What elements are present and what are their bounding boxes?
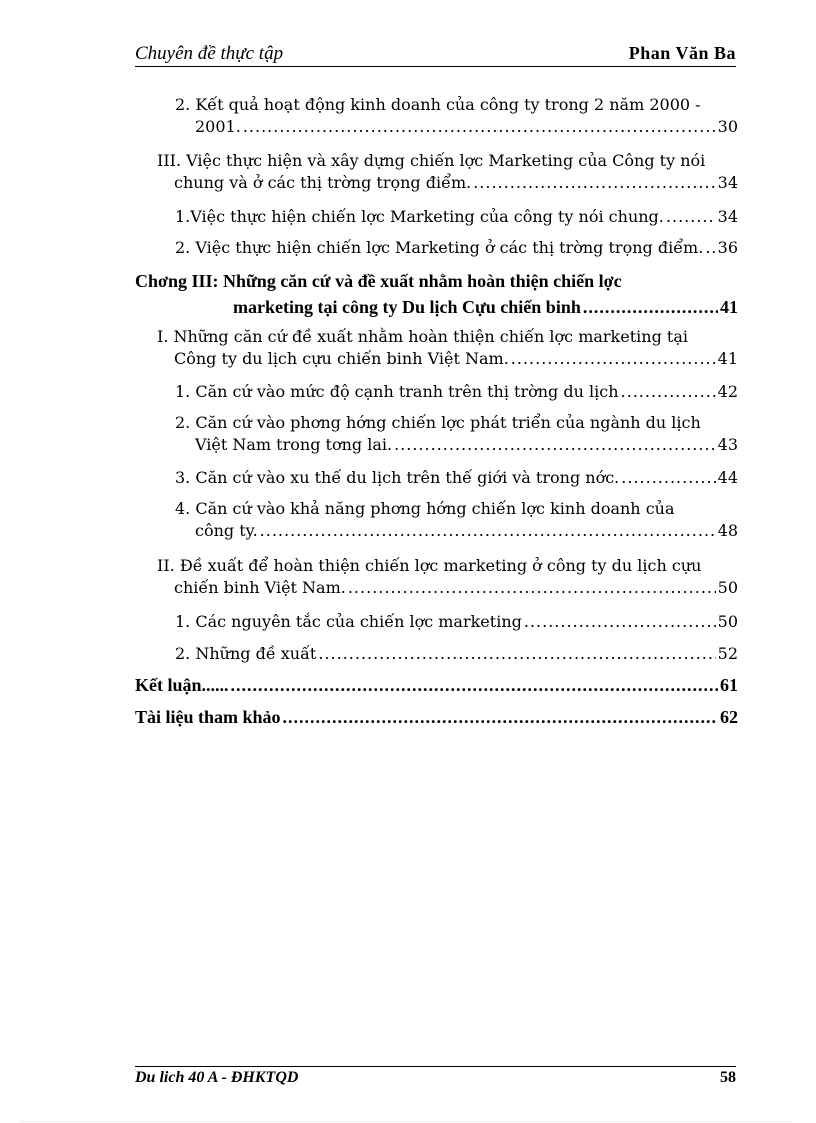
toc-entry-text: Kết luận...... <box>135 675 229 695</box>
toc-page-number: 62 <box>720 707 738 727</box>
toc-entry-line <box>175 237 738 259</box>
toc-page-number: 41 <box>717 349 738 368</box>
dot-leader <box>243 116 716 138</box>
toc-entry-references <box>135 706 738 728</box>
toc-entry-text: chung và ở các thị trờng trọng điểm. <box>174 173 472 192</box>
header-title: Chuyên đề thực tập <box>135 43 284 64</box>
toc-page-number: 41 <box>720 297 738 317</box>
toc-entry-text: 3. Căn cứ vào xu thế du lịch trên thế giới và trong nớc. <box>175 468 620 487</box>
toc-entry-text: III. Việc thực hiện và xây dựng chiến lợc Marketing của Công ty nói <box>157 151 706 170</box>
toc-page-number: 50 <box>717 578 738 597</box>
dot-leader <box>583 294 718 320</box>
toc-entry-text: 4. Căn cứ vào khả năng phơng hớng chiến lợc kinh doanh của <box>175 499 675 518</box>
toc-entry-text: 2001. <box>195 117 241 136</box>
toc-entry-i-grounds <box>157 326 738 370</box>
toc-entry-text: Việt Nam trong tơng lai. <box>195 435 393 454</box>
dot-leader <box>348 577 716 599</box>
toc-entry-continuation <box>175 116 738 138</box>
toc-entry-text: 2. Việc thực hiện chiến lợc Marketing ở các thị trờng trọng điểm. <box>175 238 704 257</box>
dot-leader <box>666 206 716 228</box>
toc-entry-text: Chơng III: Những căn cứ và đề xuất nhằm hoàn thiện chiến lợc <box>135 271 622 291</box>
dot-leader <box>621 467 715 489</box>
header-author: Phan Văn Ba <box>628 43 736 63</box>
toc-entry-line <box>175 643 738 665</box>
toc-entry-line <box>175 206 738 228</box>
toc-entry-1-general-implementation <box>175 206 738 228</box>
toc-page-number: 43 <box>717 435 738 454</box>
toc-entry-line <box>175 467 738 489</box>
toc-page-number: 50 <box>717 612 738 631</box>
toc-page-number: 34 <box>717 173 738 192</box>
toc-entry-text: I. Những căn cứ đề xuất nhằm hoàn thiện chiến lợc marketing tại <box>157 327 688 346</box>
toc-entry-text: marketing tại công ty Du lịch Cựu chiến binh <box>233 297 581 317</box>
toc-entry-line <box>175 611 738 633</box>
toc-entry-continuation <box>157 172 738 194</box>
toc-entry-continuation <box>135 294 738 320</box>
dot-leader <box>260 520 716 542</box>
toc-entry-3-trends <box>175 467 738 489</box>
toc-entry-text: 1. Các nguyên tắc của chiến lợc marketing <box>175 612 522 631</box>
footer-rule <box>135 1066 736 1067</box>
footer-class-label: Du lich 40 A - ĐHKTQD <box>135 1069 299 1086</box>
toc-entry-continuation <box>157 577 738 599</box>
toc-entry-2-industry-strategy <box>175 412 738 456</box>
toc-entry-iii-marketing-implementation <box>157 150 738 194</box>
toc-entry-line <box>175 381 738 403</box>
toc-entry-text: 2. Những đề xuất <box>175 644 317 663</box>
toc-entry-2-key-markets <box>175 237 738 259</box>
dot-leader <box>231 674 718 696</box>
toc-page-number: 52 <box>717 644 738 663</box>
toc-entry-4-company-capability <box>175 498 738 542</box>
toc-page-number: 36 <box>717 238 738 257</box>
toc-entry-text: Tài liệu tham khảo <box>135 707 281 727</box>
toc-entry-continuation <box>175 434 738 456</box>
toc-entry-chapter-iii <box>135 268 738 320</box>
dot-leader <box>318 643 715 665</box>
toc-entry-ii-proposals <box>157 555 738 599</box>
dot-leader <box>511 348 716 370</box>
toc-entry-text: 2. Kết quả hoạt động kinh doanh của công ty trong 2 năm 2000 - <box>175 95 701 114</box>
dot-leader <box>394 434 716 456</box>
toc-entry-line <box>135 674 738 696</box>
toc-entry-text: chiến binh Việt Nam. <box>174 578 346 597</box>
toc-entry-2-proposals <box>175 643 738 665</box>
toc-page-number: 44 <box>717 468 738 487</box>
toc-entry-continuation <box>175 520 738 542</box>
toc-page-number: 42 <box>717 382 738 401</box>
toc-entry-continuation <box>157 348 738 370</box>
toc-entry-text: công ty. <box>195 521 258 540</box>
dot-leader <box>283 706 718 728</box>
toc-entry-text: Công ty du lịch cựu chiến binh Việt Nam. <box>174 349 509 368</box>
toc-entry-text: 1.Việc thực hiện chiến lợc Marketing của công ty nói chung. <box>175 207 664 226</box>
toc-entry-text: II. Đề xuất để hoàn thiện chiến lợc marketing ở công ty du lịch cựu <box>157 556 702 575</box>
toc-page-number: 34 <box>717 207 738 226</box>
toc-page-number: 48 <box>717 521 738 540</box>
toc-page-number: 61 <box>720 675 738 695</box>
dot-leader <box>621 381 716 403</box>
header-rule <box>135 66 736 67</box>
toc-entry-1-principles <box>175 611 738 633</box>
page-bottom-divider <box>20 1121 796 1122</box>
dot-leader <box>705 237 715 259</box>
toc-entry-2-business-results <box>175 94 738 138</box>
toc-entry-line <box>135 706 738 728</box>
toc-entry-text: 2. Căn cứ vào phơng hớng chiến lợc phát triển của ngành du lịch <box>175 413 701 432</box>
dot-leader <box>473 172 715 194</box>
toc-page-number: 30 <box>717 117 738 136</box>
toc-entry-text: 1. Căn cứ vào mức độ cạnh tranh trên thị trờng du lịch <box>175 382 619 401</box>
toc-entry-1-competition <box>175 381 738 403</box>
toc-entry-conclusion <box>135 674 738 696</box>
dot-leader <box>524 611 716 633</box>
page-number: 58 <box>720 1069 736 1086</box>
